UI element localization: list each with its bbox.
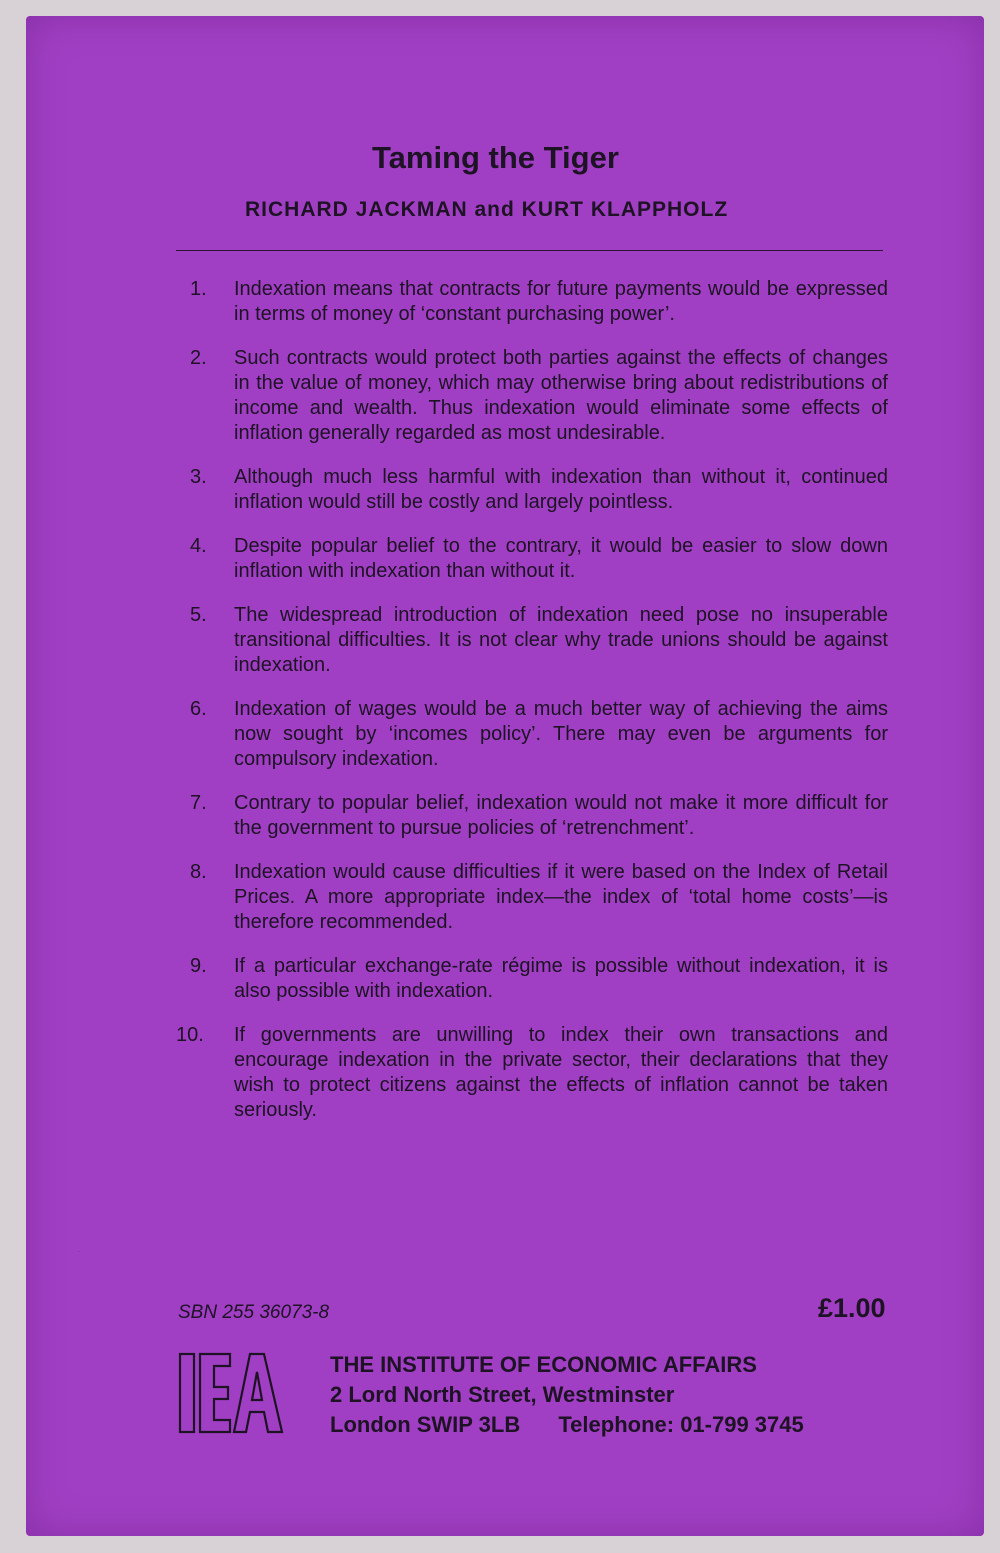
- publisher-city: London SWIP 3LB: [330, 1412, 521, 1437]
- book-title: Taming the Tiger: [372, 140, 619, 175]
- point-number: 4.: [190, 535, 207, 557]
- summary-points-list: [176, 277, 888, 1142]
- list-item: [176, 954, 888, 1004]
- point-text: Despite popular belief to the contrary, it would be easier to slow down inflation with indexation than without it.: [234, 535, 888, 582]
- point-number: 6.: [190, 698, 207, 720]
- point-text: If governments are unwilling to index their own transactions and encourage indexation in the private sector, their declarations that they wish to protect citizens against the effects of inflation cannot be taken seriously.: [234, 1024, 888, 1121]
- point-number: 10.: [176, 1024, 204, 1046]
- divider-rule: [176, 250, 883, 251]
- publisher-telephone: Telephone: 01-799 3745: [558, 1412, 804, 1437]
- list-item: [176, 1023, 888, 1123]
- point-text: Although much less harmful with indexation than without it, continued inflation would still be costly and largely pointless.: [234, 466, 888, 513]
- point-text: The widespread introduction of indexation need pose no insuperable transitional difficulties. It is not clear why trade unions should be against indexation.: [234, 604, 888, 676]
- point-number: 2.: [190, 347, 207, 369]
- point-number: 9.: [190, 955, 207, 977]
- point-number: 5.: [190, 604, 207, 626]
- list-item: [176, 603, 888, 678]
- list-item: [176, 534, 888, 584]
- point-number: 1.: [190, 278, 207, 300]
- list-item: [176, 277, 888, 327]
- publisher-block: [330, 1350, 804, 1440]
- publisher-address-line1: 2 Lord North Street, Westminster: [330, 1382, 675, 1407]
- point-number: 7.: [190, 792, 207, 814]
- point-text: Indexation means that contracts for future payments would be expressed in terms of money of ‘constant purchasing power’.: [234, 278, 888, 325]
- point-number: 3.: [190, 466, 207, 488]
- point-text: Indexation would cause difficulties if it were based on the Index of Retail Prices. A more appropriate index—the index of ‘total home costs’—is therefore recommended.: [234, 861, 888, 933]
- sbn-number: SBN 255 36073-8: [178, 1302, 330, 1323]
- list-item: [176, 465, 888, 515]
- point-text: Contrary to popular belief, indexation would not make it more difficult for the government to pursue policies of ‘retrenchment’.: [234, 792, 888, 839]
- publisher-name: THE INSTITUTE OF ECONOMIC AFFAIRS: [330, 1352, 757, 1377]
- book-authors: RICHARD JACKMAN and KURT KLAPPHOLZ: [245, 198, 729, 221]
- list-item: [176, 697, 888, 772]
- logo-text: IEA: [78, 1252, 80, 1253]
- point-text: If a particular exchange-rate régime is possible without indexation, it is also possible with indexation.: [234, 955, 888, 1002]
- list-item: [176, 860, 888, 935]
- list-item: [176, 346, 888, 446]
- point-number: 8.: [190, 861, 207, 883]
- list-item: [176, 791, 888, 841]
- price-label: £1.00: [818, 1293, 886, 1323]
- publisher-address-line2: [330, 1410, 804, 1440]
- point-text: Such contracts would protect both parties against the effects of changes in the value of money, which may otherwise bring about redistributions of income and wealth. Thus indexation would eliminate some effects of inflation generally regarded as most undesirable.: [234, 347, 888, 444]
- point-text: Indexation of wages would be a much better way of achieving the aims now sought by ‘incomes policy’. There may even be arguments for compulsory indexation.: [234, 698, 888, 770]
